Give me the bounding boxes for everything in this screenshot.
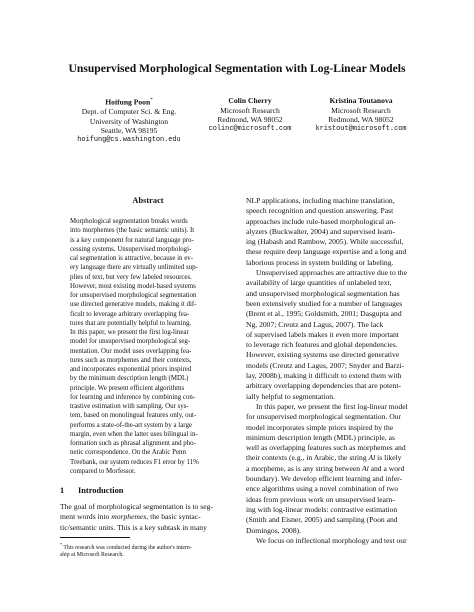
text-line	[70, 263, 226, 272]
author-affiliation-line: Redmond, WA 98052	[217, 115, 283, 125]
text-run: ery language there are virtually unlimited sup-	[70, 264, 198, 272]
author-name: Hoifung Poon*	[105, 97, 153, 107]
text-run: plies of text, but very few labeled resources.	[70, 273, 192, 281]
text-line	[70, 402, 226, 411]
text-run: tures such as morphemes and their contexts,	[70, 356, 192, 364]
text-run: Unsupervised approaches are attractive due to the	[256, 268, 407, 278]
text-line	[246, 526, 422, 536]
text-run: Morphological segmentation breaks words	[70, 218, 188, 225]
text-line	[246, 227, 422, 237]
body-text	[246, 196, 422, 546]
text-line	[246, 247, 422, 257]
footnote-rule	[60, 537, 130, 538]
text-run: use directed generative models, making it dif-	[70, 301, 197, 309]
footnote-text: ship at Microsoft Research.	[60, 552, 124, 559]
text-line	[70, 374, 226, 383]
text-run: In this paper, we present the first log-linear model	[256, 401, 408, 411]
text-line	[70, 467, 226, 476]
footnote-line	[60, 541, 236, 553]
abstract-heading: Abstract	[132, 196, 164, 205]
text-line	[246, 237, 422, 247]
text-run: principle. We present efficient algorithms	[70, 384, 185, 392]
text-line	[70, 356, 226, 365]
text-run: arbitrary overlapping dependencies that are potent-	[246, 381, 401, 391]
text-line	[70, 411, 226, 420]
text-line	[60, 512, 236, 522]
text-run: model for unsupervised morphological seg-	[70, 338, 191, 346]
right-column	[246, 196, 422, 546]
author-name: Colin Cherry	[228, 96, 272, 105]
text-run: ficult to leverage arbitrary overlapping fea-	[70, 310, 190, 318]
text-line	[246, 495, 422, 505]
text-run: for unsupervised morphological segmentation	[70, 292, 197, 299]
text-run: NLP applications, including machine translation,	[246, 196, 395, 205]
text-run: and incorporates exponential priors inspired	[70, 366, 192, 373]
footnote-line	[60, 552, 236, 560]
text-run: ing with log-linear models: contrastive estimation	[246, 504, 398, 514]
text-run: by the minimum description length (MDL)	[70, 375, 189, 383]
text-line	[246, 402, 422, 412]
text-line	[246, 453, 422, 463]
italic-term: Al	[361, 463, 369, 473]
text-line	[70, 448, 226, 457]
text-line	[70, 384, 226, 393]
text-run: Ng, 2007; Creutz and Lagus, 2007). The lack	[246, 319, 384, 329]
text-run: tem, based on monolingual features only, out-	[70, 412, 197, 420]
text-line	[70, 282, 226, 291]
text-line	[60, 523, 236, 533]
text-line	[246, 381, 422, 391]
text-line	[70, 328, 226, 337]
text-line	[70, 291, 226, 300]
text-line	[246, 361, 422, 371]
text-run: performs a state-of-the-art system by a large	[70, 421, 192, 429]
text-run: minimum description length (MDL) principle, as	[246, 432, 395, 442]
text-line	[70, 300, 226, 309]
text-line	[246, 309, 422, 319]
italic-term: morphemes	[111, 512, 147, 522]
text-run: and a word	[368, 463, 405, 473]
italic-term: Al	[368, 453, 376, 463]
paper-title: Unsupervised Morphological Segmentation with Log-Linear Models	[68, 62, 406, 75]
text-line	[70, 430, 226, 439]
text-line	[246, 206, 422, 216]
text-run: Domingos, 2008).	[246, 525, 302, 535]
text-run: ially helpful to segmentation.	[246, 391, 335, 401]
text-run: is likely	[375, 453, 402, 463]
text-run: ideas from previous work on unsupervised learn-	[246, 494, 395, 504]
text-run: is a key component for natural language pro-	[70, 236, 194, 244]
text-run: , the basic syntac-	[146, 512, 201, 522]
footnote-marker: *	[60, 541, 64, 547]
text-run: boundary). We develop efficient learning and infer-	[246, 474, 403, 484]
text-run: into morphemes (the basic semantic units). It	[70, 227, 195, 235]
text-line	[70, 439, 226, 448]
text-run: cessing systems. Unsupervised morphologi-	[70, 245, 192, 253]
author-affiliation-line: Dept. of Computer Sci. & Eng.	[81, 107, 177, 117]
text-run: tic/semantic units. This is a key subtask in many	[60, 522, 207, 532]
text-line	[246, 340, 422, 350]
text-run: model incorporates simple priors inspired by the	[246, 422, 394, 432]
text-line	[246, 258, 422, 268]
footnote	[60, 541, 236, 560]
text-run: However, existing systems use directed generative	[246, 350, 400, 360]
abstract-body	[70, 217, 226, 476]
author-affiliation-line: University of Washington	[89, 116, 169, 126]
text-line	[246, 268, 422, 278]
text-line	[246, 412, 422, 422]
text-run: formation such as phrasal alignment and pho-	[70, 440, 196, 447]
text-line	[70, 236, 226, 245]
author-email[interactable]: kristout@microsoft.com	[315, 124, 407, 133]
text-run: models (Creutz and Lagus, 2007; Snyder and Barzi-	[246, 360, 405, 370]
left-column	[60, 196, 236, 560]
text-line	[70, 365, 226, 374]
author-email[interactable]: hoifung@cs.washington.edu	[77, 135, 181, 144]
text-run: availability of large quantities of unlabeled text,	[246, 278, 392, 288]
text-run: The goal of morphological segmentation is to seg-	[60, 502, 213, 511]
text-line	[246, 196, 422, 206]
text-run: lay, 2008b), making it difficult to extend them with	[246, 371, 402, 381]
text-run: well as overlapping features such as morphemes and	[246, 443, 406, 453]
text-run: alyzers (Buckwalter, 2004) and supervised learn-	[246, 226, 395, 236]
text-run: ment words into	[60, 512, 112, 522]
text-line	[70, 217, 226, 226]
author-name: Kristina Toutanova	[329, 96, 393, 105]
text-run: tures that are potentially helpful to learning.	[70, 319, 192, 327]
text-line	[70, 393, 226, 402]
author-block	[190, 96, 310, 134]
section-title: Introduction	[78, 486, 124, 495]
section-number: 1	[60, 486, 65, 495]
text-run: to leverage rich features and global dependencies.	[246, 340, 398, 350]
text-line	[70, 245, 226, 254]
text-run: for unsupervised morphological segmentation. Our	[246, 412, 402, 422]
text-line	[70, 337, 226, 346]
text-line	[70, 254, 226, 263]
text-line	[246, 320, 422, 330]
text-run: (Brent et al., 1995; Goldsmith, 2001; Dasgupta and	[246, 309, 402, 319]
text-line	[246, 433, 422, 443]
text-line	[70, 421, 226, 430]
text-run: their contexts (e.g., in Arabic, the string	[246, 453, 369, 463]
text-line	[246, 299, 422, 309]
text-line	[70, 458, 226, 467]
introduction-body	[60, 502, 236, 533]
text-run: approaches include rule-based morphological an-	[246, 216, 396, 226]
text-run: However, most existing model-based systems	[70, 282, 196, 290]
text-run: been extensively studied for a number of languages	[246, 298, 403, 308]
text-line	[60, 502, 236, 512]
text-line	[246, 289, 422, 299]
text-run: netic correspondence. On the Arabic Penn	[70, 449, 186, 457]
text-line	[246, 350, 422, 360]
text-line	[246, 505, 422, 515]
text-run: trastive estimation with sampling. Our sys-	[70, 403, 189, 410]
text-run: Treebank, our system reduces F1 error by 11%	[70, 458, 199, 466]
text-line	[246, 443, 422, 453]
section-heading	[60, 486, 236, 496]
text-run: speech recognition and question answering. Past	[246, 206, 394, 216]
text-line	[70, 347, 226, 356]
text-line	[246, 423, 422, 433]
text-line	[246, 464, 422, 474]
text-run: laborious process in system building or labeling.	[246, 257, 394, 267]
text-line	[246, 515, 422, 525]
author-block	[300, 96, 422, 134]
text-line	[70, 319, 226, 328]
text-run: mentation. Our model uses overlapping fea-	[70, 347, 192, 355]
author-footnote-marker: *	[150, 98, 153, 103]
text-run: (Smith and Eisner, 2005) and sampling (Poon and	[246, 515, 398, 525]
text-line	[70, 226, 226, 235]
author-affiliation-line: Microsoft Research	[220, 105, 280, 115]
text-run: In this paper, we present the first log-linear	[70, 329, 189, 336]
text-line	[246, 217, 422, 227]
text-run: We focus on inflectional morphology and test our	[256, 535, 407, 545]
author-affiliation-line: Redmond, WA 98052	[328, 115, 394, 125]
text-line	[70, 310, 226, 319]
author-block	[60, 96, 198, 146]
text-run: of supervised labels makes it even more important	[246, 329, 399, 339]
author-affiliation-line: Microsoft Research	[331, 105, 391, 115]
text-line	[246, 330, 422, 340]
text-line	[246, 278, 422, 288]
text-line	[246, 536, 422, 546]
text-line	[246, 474, 422, 484]
text-line	[246, 371, 422, 381]
author-email[interactable]: colinc@microsoft.com	[208, 124, 292, 133]
text-run: and unsupervised morphological segmentation has	[246, 288, 400, 298]
footnote-text: This research was conducted during the author's intern-	[63, 544, 192, 551]
text-run: for learning and inference by combining con-	[70, 393, 196, 401]
text-run: a morpheme, as is any string between	[246, 463, 362, 473]
text-run: these require deep language expertise and a long and	[246, 247, 407, 257]
author-affiliation-line: Seattle, WA 98195	[100, 126, 158, 136]
text-run: compared to Morfessor.	[70, 467, 136, 475]
text-run: ing (Habash and Rambow, 2005). While successful,	[246, 237, 404, 247]
text-line	[70, 273, 226, 282]
text-run: cal segmentation is attractive, because in ev-	[70, 255, 194, 262]
text-run: margin, even when the latter uses bilingual in-	[70, 430, 198, 438]
text-line	[246, 484, 422, 494]
text-run: ence algorithms using a novel combination of two	[246, 484, 399, 494]
text-line	[246, 392, 422, 402]
